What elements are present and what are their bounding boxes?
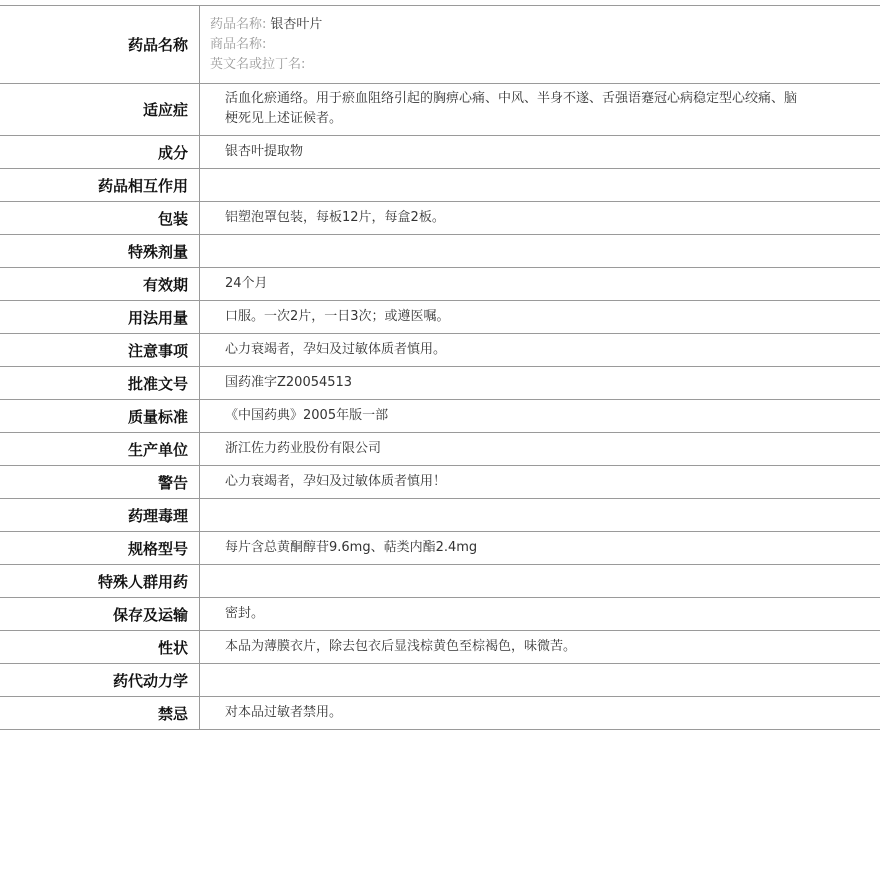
row-drug-name <box>0 6 880 84</box>
row-value <box>200 664 880 696</box>
row-label: 用法用量 <box>0 301 200 333</box>
generic-name-line <box>210 15 870 35</box>
row-label: 药品相互作用 <box>0 169 200 201</box>
row-value: 国药准字Z20054513 <box>225 375 353 390</box>
row-dosage <box>0 301 880 334</box>
generic-name-value: 银杏叶片 <box>270 17 323 32</box>
row-value: 《中国药典》2005年版一部 <box>225 408 389 423</box>
row-label: 规格型号 <box>0 532 200 564</box>
row-label: 批准文号 <box>0 367 200 399</box>
drug-info-table <box>0 5 880 730</box>
row-value: 口服。一次2片，一日3次；或遵医嘱。 <box>225 309 450 324</box>
row-ingredients <box>0 136 880 169</box>
row-value: 银杏叶提取物 <box>225 144 304 159</box>
row-label: 药理毒理 <box>0 499 200 531</box>
row-packaging <box>0 202 880 235</box>
row-label: 生产单位 <box>0 433 200 465</box>
row-value: 每片含总黄酮醇苷9.6mg、萜类内酯2.4mg <box>225 540 478 555</box>
generic-name-key: 药品名称: <box>210 17 267 32</box>
row-value <box>200 499 880 531</box>
row-drug-interactions <box>0 169 880 202</box>
row-value <box>200 235 880 267</box>
row-label: 注意事项 <box>0 334 200 366</box>
row-value: 铝塑泡罩包装，每板12片，每盒2板。 <box>225 210 445 225</box>
row-value: 活血化瘀通络。用于瘀血阻络引起的胸痹心痛、中风、半身不遂、舌强语蹇冠心病稳定型心绞痛、脑梗死见上述证候者。 <box>225 91 798 126</box>
row-special-dosage <box>0 235 880 268</box>
row-manufacturer <box>0 433 880 466</box>
row-value <box>200 565 880 597</box>
row-precautions <box>0 334 880 367</box>
row-label: 适应症 <box>0 84 200 135</box>
row-label: 质量标准 <box>0 400 200 432</box>
row-label: 禁忌 <box>0 697 200 729</box>
row-specification <box>0 532 880 565</box>
row-label: 性状 <box>0 631 200 663</box>
row-value <box>200 169 880 201</box>
row-storage <box>0 598 880 631</box>
row-pharmacokinetics <box>0 664 880 697</box>
row-label: 有效期 <box>0 268 200 300</box>
row-special-populations <box>0 565 880 598</box>
row-description <box>0 631 880 664</box>
row-label: 药代动力学 <box>0 664 200 696</box>
english-name-line <box>210 55 870 75</box>
row-value: 24个月 <box>225 276 268 291</box>
row-value: 密封。 <box>225 606 265 621</box>
row-approval-number <box>0 367 880 400</box>
row-indications <box>0 84 880 136</box>
row-value: 浙江佐力药业股份有限公司 <box>225 441 382 456</box>
row-contraindications <box>0 697 880 730</box>
row-value: 本品为薄膜衣片，除去包衣后显浅棕黄色至棕褐色，味微苦。 <box>225 639 577 654</box>
row-value: 心力衰竭者，孕妇及过敏体质者慎用。 <box>225 342 447 357</box>
trade-name-line <box>210 35 870 55</box>
english-name-key: 英文名或拉丁名: <box>210 57 306 72</box>
row-pharmacology <box>0 499 880 532</box>
trade-name-key: 商品名称: <box>210 37 267 52</box>
row-label: 药品名称 <box>0 6 200 83</box>
row-label: 保存及运输 <box>0 598 200 630</box>
row-warning <box>0 466 880 499</box>
row-label: 特殊人群用药 <box>0 565 200 597</box>
row-shelf-life <box>0 268 880 301</box>
row-quality-standard <box>0 400 880 433</box>
row-value: 对本品过敏者禁用。 <box>225 705 343 720</box>
drug-name-values <box>200 6 880 83</box>
row-label: 特殊剂量 <box>0 235 200 267</box>
row-label: 成分 <box>0 136 200 168</box>
row-value: 心力衰竭者，孕妇及过敏体质者慎用！ <box>225 474 447 489</box>
row-label: 包装 <box>0 202 200 234</box>
row-label: 警告 <box>0 466 200 498</box>
